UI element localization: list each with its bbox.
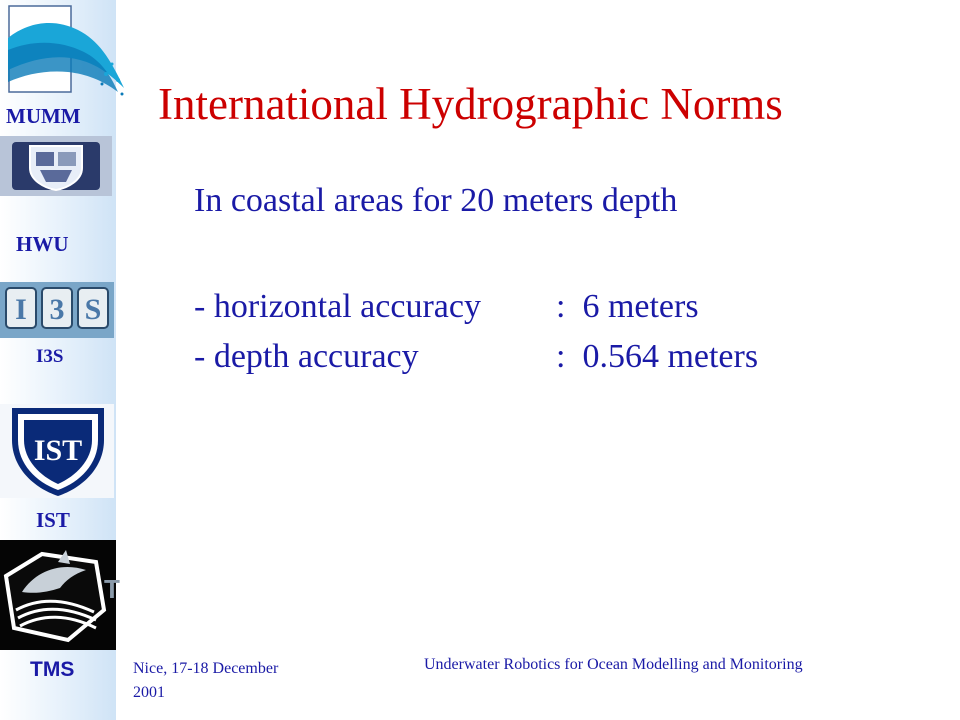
- i3s-logo-icon: [0, 282, 114, 338]
- ist-shield-icon: [0, 404, 114, 498]
- logo-label-i3s: I3S: [36, 346, 64, 367]
- svg-text:T: T: [104, 574, 120, 604]
- footer-date-line2: 2001: [133, 684, 165, 701]
- svg-text:3: 3: [49, 293, 65, 326]
- item-depth-value: : 0.564 meters: [556, 338, 759, 375]
- logo-label-ist: IST: [36, 508, 70, 532]
- logo-label-hwu: HWU: [16, 232, 69, 256]
- svg-text:IST: IST: [33, 434, 83, 467]
- svg-text:S: S: [84, 293, 102, 326]
- mumm-wave-icon: [6, 4, 130, 100]
- logo-label-mumm: MUMM: [6, 104, 81, 128]
- hwu-crest-icon: [0, 136, 112, 196]
- item-horizontal-value: : 6 meters: [556, 288, 699, 325]
- slide-title: International Hydrographic Norms: [158, 79, 783, 129]
- footer-date-line1: Nice, 17-18 December: [133, 660, 279, 677]
- svg-text:I: I: [15, 293, 27, 326]
- item-horizontal-label: - horizontal accuracy: [194, 288, 481, 325]
- logo-sidebar: [0, 0, 120, 720]
- footer-title: Underwater Robotics for Ocean Modelling and Monitoring: [424, 656, 803, 673]
- logo-label-tms: TMS: [30, 658, 75, 681]
- item-depth-label: - depth accuracy: [194, 338, 419, 375]
- tms-dolphin-icon: [0, 540, 120, 650]
- intro-text: In coastal areas for 20 meters depth: [194, 182, 678, 219]
